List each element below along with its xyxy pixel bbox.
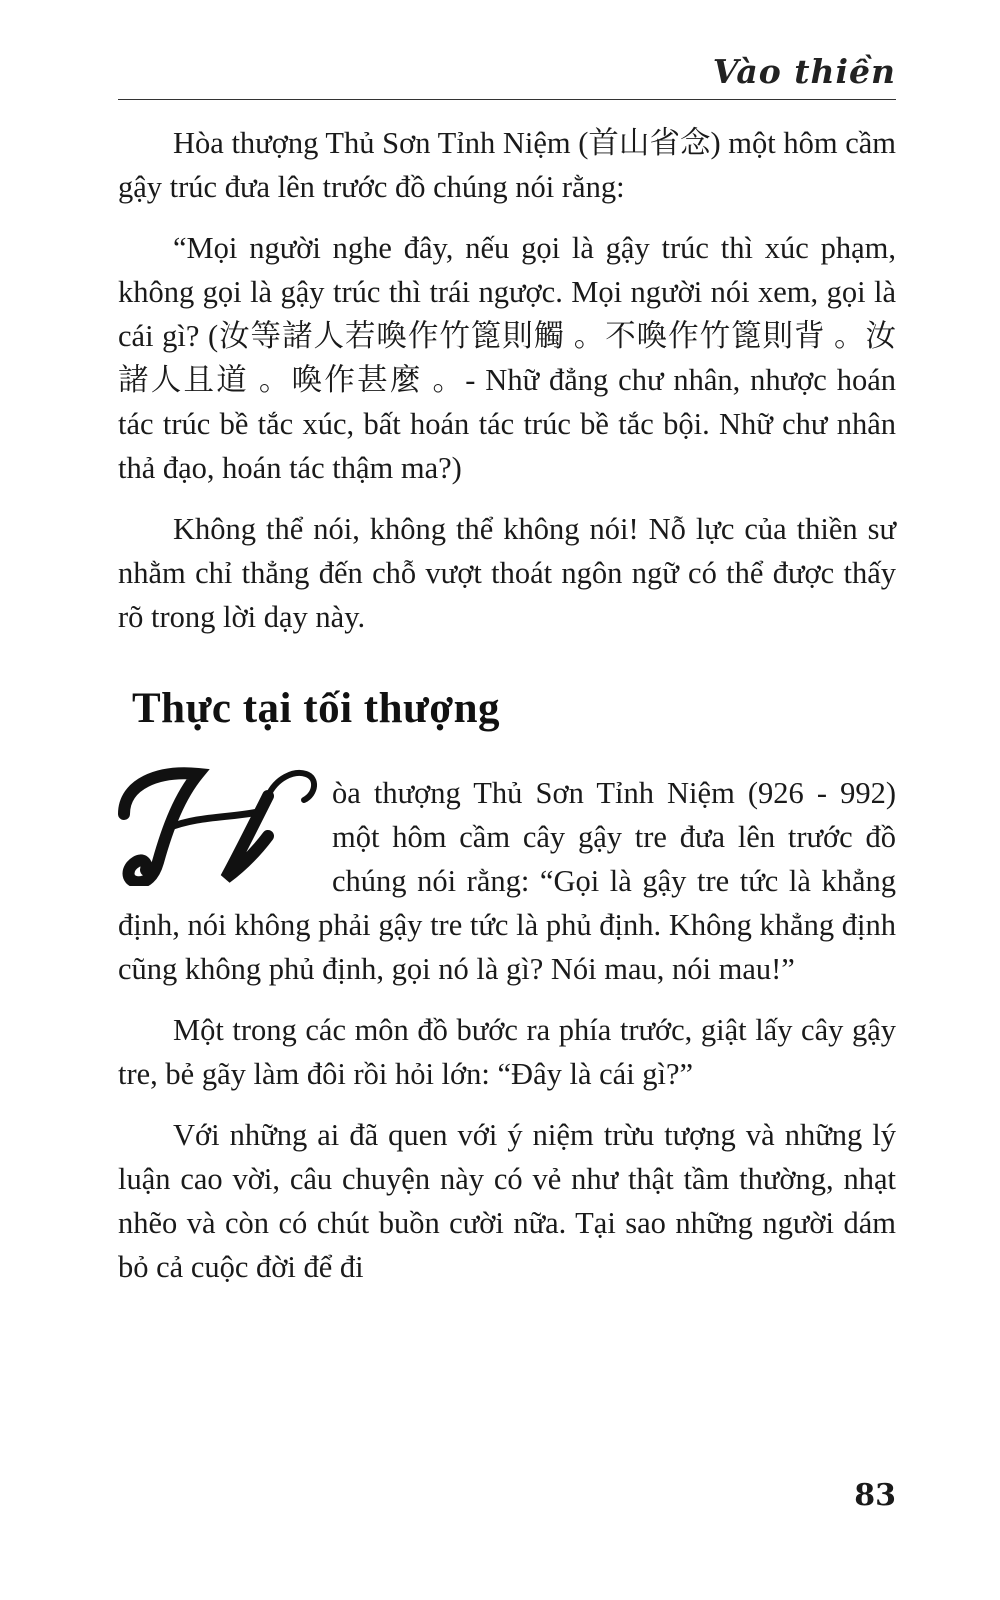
drop-cap-paragraph-text: òa thượng Thủ Sơn Tỉnh Niệm (926 - 992) một hôm cầm cây gậy tre đưa lên trước đồ chúng nói rằng: “Gọi là gậy tre tức là khẳng định, nói không phải gậy tre tức là phủ định. Không khẳng định cũng không phủ định, gọi nó là gì? Nói mau, nói mau!” — [118, 776, 896, 986]
paragraph-drop-cap — [118, 766, 896, 991]
paragraph-intro: Hòa thượng Thủ Sơn Tỉnh Niệm (首山省念) một hôm cầm gậy trúc đưa lên trước đồ chúng nói rằng: — [118, 126, 896, 204]
page-body — [118, 121, 896, 1306]
paragraph-reflection: Với những ai đã quen với ý niệm trừu tượng và những lý luận cao vời, câu chuyện này có vẻ như thật tầm thường, nhạt nhẽo và còn có chút buồn cười nữa. Tại sao những người dám bỏ cả cuộc đời để đi — [118, 1118, 896, 1284]
paragraph-disciple: Một trong các môn đồ bước ra phía trước, giật lấy cây gậy tre, bẻ gãy làm đôi rồi hỏi lớn: “Đây là cái gì?” — [118, 1013, 896, 1091]
svg-text:H: H — [118, 766, 119, 767]
header-rule — [118, 99, 896, 100]
paragraph-commentary: Không thể nói, không thể không nói! Nỗ lực của thiền sư nhằm chỉ thẳng đến chỗ vượt thoát ngôn ngữ có thể được thấy rõ trong lời dạy này. — [118, 512, 896, 634]
paragraph-quote: “Mọi người nghe đây, nếu gọi là gậy trúc thì xúc phạm, không gọi là gậy trúc thì trái ngược. Mọi người nói xem, gọi là cái gì? (汝等諸人若喚作竹篦則觸 。不喚作竹篦則背 。汝諸人且道 。喚作甚麼 。- Nhữ đẳng chư nhân, nhược hoán tác trúc bề tắc xúc, bất hoán tác trúc bề tắc bội. Nhữ chư nhân thả đạo, hoán tác thậm ma?) — [118, 231, 896, 485]
page-number: 83 — [854, 1478, 896, 1513]
drop-cap-ornament — [118, 766, 328, 886]
running-header: Vào thiền — [712, 52, 896, 91]
book-page — [118, 0, 896, 1600]
drop-cap-svg — [118, 766, 328, 886]
section-title: Thực tại tối thượng — [132, 685, 501, 732]
